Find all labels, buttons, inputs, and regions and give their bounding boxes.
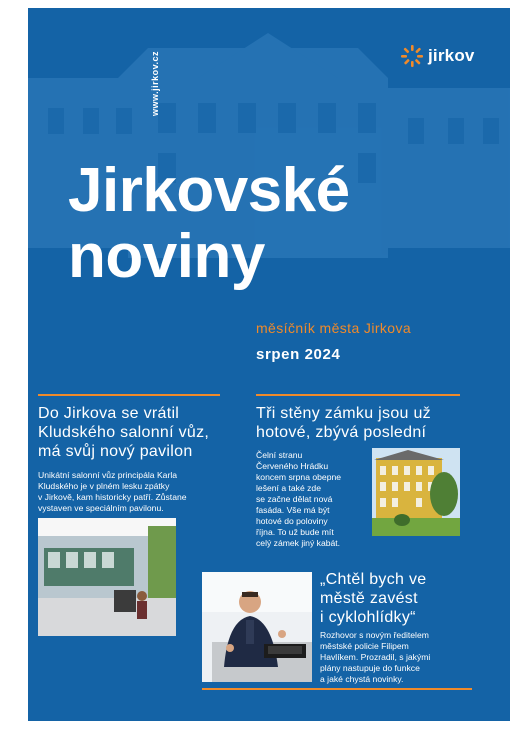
summary-line: koncem srpna obepne bbox=[256, 472, 342, 482]
issue-date: srpen 2024 bbox=[256, 346, 341, 363]
chateau-photo bbox=[372, 448, 460, 536]
website-url[interactable]: www.jirkov.cz bbox=[150, 50, 160, 116]
article-divider bbox=[38, 394, 220, 396]
summary-line: hotové do poloviny bbox=[256, 516, 328, 526]
summary-line: v Jirkově, kam historicky patří. Zůstane bbox=[38, 492, 187, 502]
summary-line: a jaké chystá novinky. bbox=[320, 674, 404, 684]
article-divider bbox=[256, 394, 460, 396]
article-headline[interactable] bbox=[38, 404, 238, 461]
summary-line: Unikátní salonní vůz principála Karla bbox=[38, 470, 178, 480]
summary-line: fasáda. Vše má být bbox=[256, 505, 330, 515]
title-line: Jirkovské bbox=[68, 156, 350, 225]
title-line: noviny bbox=[68, 222, 265, 291]
summary-line: Rozhovor s novým ředitelem bbox=[320, 630, 429, 640]
headline-line: Do Jirkova se vrátil bbox=[38, 405, 180, 422]
summary-line: městské policie Filipem bbox=[320, 641, 409, 651]
summary-line: lešení a také zde bbox=[256, 483, 321, 493]
logo-text: jirkov bbox=[428, 46, 475, 65]
headline-line: „Chtěl bych ve bbox=[320, 571, 427, 588]
newspaper-cover bbox=[28, 8, 510, 721]
summary-line: Červeného Hrádku bbox=[256, 461, 329, 471]
article-summary bbox=[320, 630, 500, 685]
summary-line: vystaven ve speciálním pavilonu. bbox=[38, 503, 164, 513]
headline-line: hotové, zbývá poslední bbox=[256, 424, 427, 441]
summary-line: plány nastupuje do funkce bbox=[320, 663, 420, 673]
jirkov-logo-icon bbox=[400, 44, 424, 68]
jirkov-logo bbox=[400, 44, 475, 68]
headline-line: má svůj nový pavilon bbox=[38, 443, 193, 460]
summary-line: Kludského je v plném lesku zpátky bbox=[38, 481, 170, 491]
headline-line: městě zavést bbox=[320, 590, 418, 607]
summary-line: Čelní stranu bbox=[256, 450, 303, 460]
summary-line: Havlíkem. Prozradil, s jakými bbox=[320, 652, 431, 662]
article-summary bbox=[38, 470, 238, 514]
police-director-photo bbox=[202, 572, 312, 682]
summary-line: se začne dělat nová bbox=[256, 494, 333, 504]
salon-car-pavilion-photo bbox=[38, 518, 176, 636]
headline-line: i cyklohlídky“ bbox=[320, 609, 416, 626]
article-divider bbox=[202, 688, 472, 690]
page-subtitle: měsíčník města Jirkova bbox=[256, 320, 412, 336]
summary-line: října. To už bude mít bbox=[256, 527, 334, 537]
summary-line: celý zámek jiný kabát. bbox=[256, 538, 341, 548]
headline-line: Tři stěny zámku jsou už bbox=[256, 405, 431, 422]
headline-line: Kludského salonní vůz, bbox=[38, 424, 210, 441]
article-headline[interactable] bbox=[320, 570, 500, 627]
page-title bbox=[68, 158, 350, 290]
article-summary bbox=[256, 450, 376, 549]
article-headline[interactable] bbox=[256, 404, 496, 442]
